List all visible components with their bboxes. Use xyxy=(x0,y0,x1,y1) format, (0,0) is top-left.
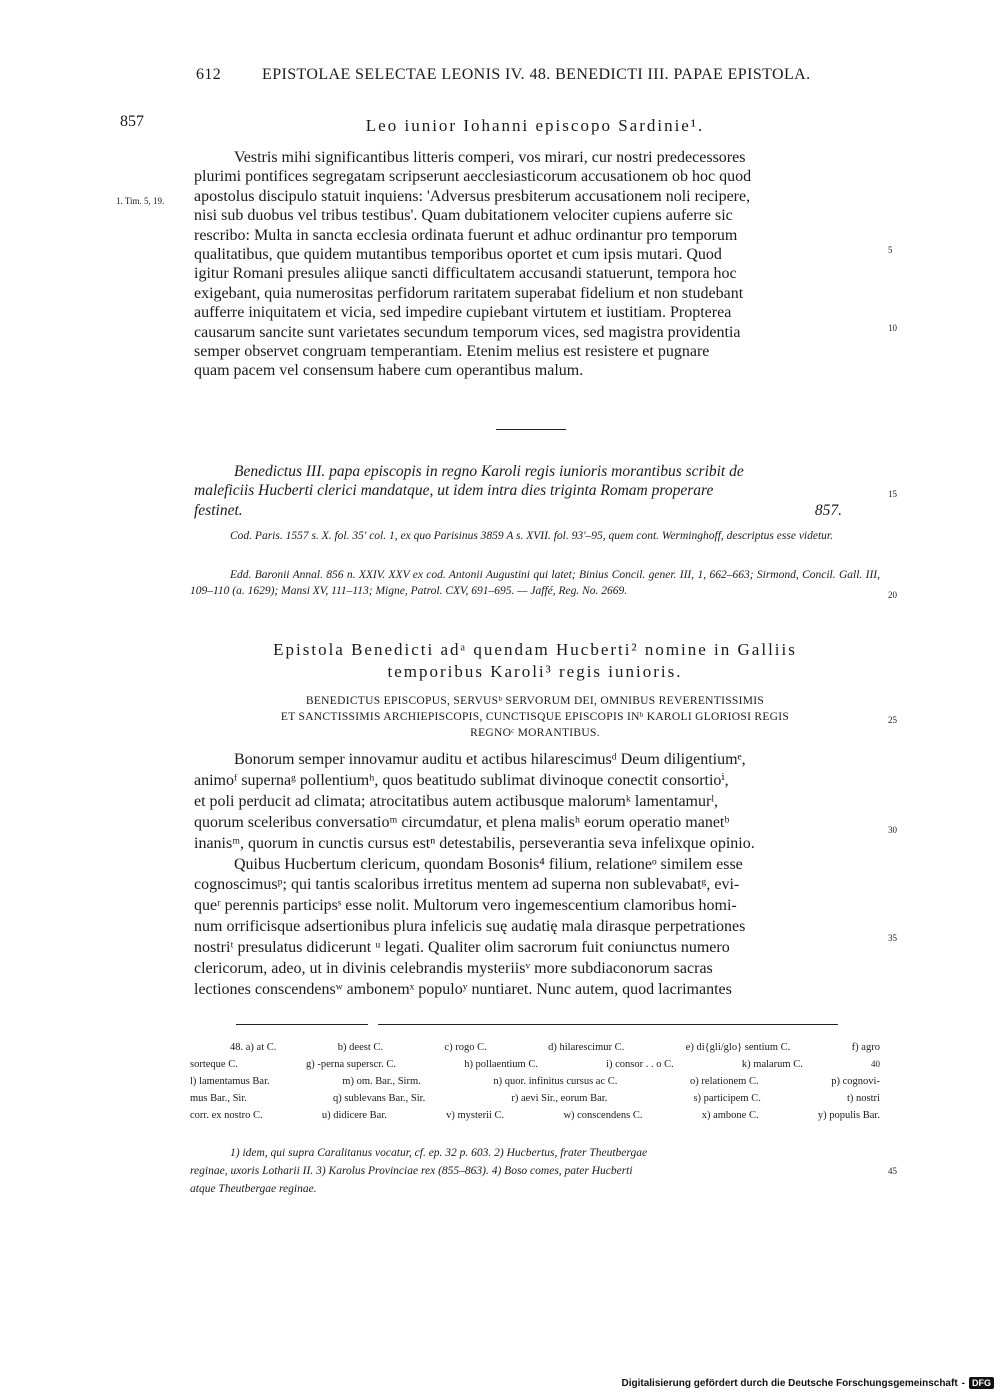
apparatus-entry: k) malarum C. xyxy=(741,1059,803,1070)
apparatus-entry: y) populis Bar. xyxy=(817,1110,880,1121)
page-number: 612 xyxy=(196,66,222,83)
line-number: 45 xyxy=(888,1166,897,1176)
letter1-line: igitur Romani presules aliique sancti difficultatem accusandi statuerunt, tempora hoc xyxy=(194,265,737,283)
address-line: ET SANCTISSIMIS ARCHIEPISCOPIS, CUNCTISQUE EPISCOPIS INᵇ KAROLI GLORIOSI REGIS xyxy=(280,711,790,723)
letter1-line: quam pacem vel consensum habere cum operantibus malum. xyxy=(194,362,584,380)
line-number: 20 xyxy=(888,590,897,600)
letter2-line: quorum sceleribus conversatioᵐ circumdatur, et plena malisʰ eorum operatio manetᵇ xyxy=(194,813,730,831)
apparatus-entry: p) cognovi- xyxy=(831,1076,880,1087)
editions-note: Edd. Baronii Annal. 856 n. XXIV. XXV ex cod. Antonii Augustini qui latet; Binius Concil. gener. III, 1, 662–663; Sirmond, Concil. Gall. III, 109–110 (a. 1629); Mansi XV, 111–113; Migne, Patrol. CXV, 691–695. — Jaffé, Reg. No. 2669. xyxy=(190,569,880,597)
apparatus-entry: u) didicere Bar. xyxy=(321,1110,387,1121)
line-number: 25 xyxy=(888,715,897,725)
line-number: 15 xyxy=(888,489,897,499)
letter2-line: inanisᵐ, quorum in cunctis cursus estⁿ detestabilis, perseverantia seva infelixque opinio. xyxy=(194,834,755,852)
apparatus-rule xyxy=(378,1024,838,1025)
regest-line: Benedictus III. papa episcopis in regno Karoli regis iunioris morantibus scribit de xyxy=(234,463,744,480)
apparatus-entry: f) agro xyxy=(851,1042,880,1053)
letter2-line: animoᶠ supernaᵍ pollentiumʰ, quos beatitudo sublimat divinoque conectit consortioⁱ, xyxy=(194,771,729,789)
letter2-line: et poli perducit ad climata; atrocitatibus autem actibusque malorumᵏ lamentamurˡ, xyxy=(194,792,718,810)
letter1-body xyxy=(194,148,882,381)
letter2-title-line1: Epistola Benedicti adᵃ quendam Hucberti² nomine in Galliis xyxy=(273,640,797,659)
apparatus-entry: s) participem C. xyxy=(693,1093,761,1104)
section-divider xyxy=(496,429,566,430)
apparatus-entry: sorteque C. xyxy=(190,1059,238,1070)
apparatus-entry: t) nostri xyxy=(846,1093,880,1104)
letter1-line: qualitatibus, que quidem mutantibus temporibus oportet et cum ipsis mutari. Quod xyxy=(194,246,722,264)
apparatus-entry: r) aevi Sir., eorum Bar. xyxy=(511,1093,608,1104)
apparatus-entry: mus Bar., Sir. xyxy=(190,1093,247,1104)
critical-apparatus xyxy=(190,1039,880,1124)
apparatus-entry: corr. ex nostro C. xyxy=(190,1110,263,1121)
apparatus-entry: g) -perna superscr. C. xyxy=(305,1059,397,1070)
running-title: EPISTOLAE SELECTAE LEONIS IV. 48. BENEDICTI III. PAPAE EPISTOLA. xyxy=(262,66,811,83)
running-header xyxy=(196,66,896,84)
letter1-line: nisi sub duobus vel tribus testibus'. Quam dubitationem velociter cupiens auferre sic xyxy=(194,207,733,225)
letter1-line: plurimi pontifices segregatam scripserunt aecclesiasticorum accusationem ob hoc quod xyxy=(194,168,752,186)
apparatus-entry: l) lamentamus Bar. xyxy=(190,1076,270,1087)
line-number: 30 xyxy=(888,825,897,835)
dfg-logo-icon: DFG xyxy=(969,1377,994,1389)
line-number: 35 xyxy=(888,933,897,943)
apparatus-entry: i) consor . . o C. xyxy=(606,1059,674,1070)
line-number: 5 xyxy=(888,245,893,255)
letter2-line: cognoscimusᵖ; qui tantis scaloribus irretitus mentem ad superna non sublevabatᵍ, evi- xyxy=(194,876,740,894)
credit-text: Digitalisierung gefördert durch die Deutsche Forschungsgemeinschaft xyxy=(621,1377,958,1389)
regest xyxy=(194,462,882,520)
letter2-line: Quibus Hucbertum clericum, quondam Bosonis⁴ filium, relationeᵒ similem esse xyxy=(234,855,743,873)
apparatus-row xyxy=(190,1107,880,1124)
line-number: 10 xyxy=(888,323,897,333)
historical-notes xyxy=(190,1144,880,1198)
regest-line: maleficiis Hucberti clerici mandatque, ut idem intra dies triginta Romam properare xyxy=(194,482,714,500)
digitization-credit: Digitalisierung gefördert durch die Deutsche Forschungsgemeinschaft - DFG xyxy=(621,1377,994,1389)
line-number: 40 xyxy=(870,1059,880,1069)
apparatus-entry: x) ambone C. xyxy=(701,1110,759,1121)
letter1-line: aufferre iniquitatem et vicia, sed impedire cupiebant virtutem et iustitiam. Propterea xyxy=(194,304,732,322)
apparatus-entry: o) relationem C. xyxy=(690,1076,759,1087)
address-line: BENEDICTUS EPISCOPUS, SERVUSᵇ SERVORUM DEI, OMNIBUS REVERENTISSIMIS xyxy=(305,695,765,707)
apparatus-entry: q) sublevans Bar., Sir. xyxy=(333,1093,426,1104)
letter2-line: nostriᵗ presulatus didicerunt ᵘ legati. Qualiter olim sacrorum fuit coniunctus numero xyxy=(194,939,730,957)
note-line: atque Theutbergae reginae. xyxy=(190,1183,317,1195)
letter2-line: clericorum, adeo, ut in divinis celebrandis mysteriisᵛ more subdiaconorum sacras xyxy=(194,960,713,978)
apparatus-entry: e) di{gli/glo} sentium C. xyxy=(685,1042,791,1053)
address-line: REGNOᶜ MORANTIBUS. xyxy=(470,727,600,739)
apparatus-entry: c) rogo C. xyxy=(444,1042,487,1053)
letter1-year: 857 xyxy=(120,113,144,130)
letter1-line: rescribo: Multa in sancta ecclesia ordinata fuerunt et adhuc ordinantur pro temporum xyxy=(194,226,738,244)
letter2-line: lectiones conscendensʷ ambonemˣ populoʸ nuntiaret. Nunc autem, quod lacrimantes xyxy=(194,980,732,998)
letter2-line: Bonorum semper innovamur auditu et actibus hilarescimusᵈ Deum diligentiumᵉ, xyxy=(234,751,746,768)
margin-reference: 1. Tim. 5, 19. xyxy=(116,196,165,206)
letter2-line: queʳ perennis participsˢ esse nolit. Multorum vero ingemescentium clamoribus homi- xyxy=(194,897,737,915)
apparatus-row xyxy=(190,1073,880,1090)
apparatus-entry: m) om. Bar., Sirm. xyxy=(342,1076,421,1087)
apparatus-row xyxy=(190,1056,880,1073)
apparatus-row xyxy=(190,1090,880,1107)
apparatus-entry: n) quor. infinitus cursus ac C. xyxy=(493,1076,618,1087)
regest-year: 857. xyxy=(814,501,842,519)
letter2-title-line2: temporibus Karoli³ regis iunioris. xyxy=(387,662,683,681)
regest-last-line xyxy=(194,501,882,520)
apparatus-entry: h) pollaentium C. xyxy=(464,1059,538,1070)
apparatus-row xyxy=(190,1039,880,1056)
apparatus-entry: w) conscendens C. xyxy=(563,1110,643,1121)
apparatus-rule xyxy=(236,1024,368,1025)
regest-line: festinet. xyxy=(194,501,243,519)
note-line: reginae, uxoris Lotharii II. 3) Karolus Provinciae rex (855–863). 4) Boso comes, pater Hucberti xyxy=(190,1165,633,1177)
letter1-line: apostolus discipulo statuit inquiens: 'Adversus presbiterum accusationem noli recipere, xyxy=(194,187,751,205)
letter2-body xyxy=(194,750,882,1001)
letter1-line: causarum sancite sunt varietates secundum temporum vices, sed magistra providentia xyxy=(194,323,741,341)
codex-note: Cod. Paris. 1557 s. X. fol. 35' col. 1, ex quo Parisinus 3859 A s. XVII. fol. 93'–95, quem cont. Werminghoff, descriptus esse videtur. xyxy=(230,530,833,542)
apparatus-entry: d) hilarescimur C. xyxy=(548,1042,625,1053)
letter1-line: exigebant, quia numerositas perfidorum raritatem superabat fidelium et non studebant xyxy=(194,284,744,302)
apparatus-entry: b) deest C. xyxy=(337,1042,383,1053)
letter2-line: num orrificisque adsertionibus plura infelicis suę audatię mala dirasque perpetrationes xyxy=(194,918,746,936)
letter1-line: semper observet congruam temperantiam. Etenim melius est resistere et pugnare xyxy=(194,343,710,361)
apparatus-entry: 48. a) at C. xyxy=(230,1042,277,1053)
letter1-title: Leo iunior Iohanni episcopo Sardinie¹. xyxy=(365,116,705,135)
letter2-address xyxy=(190,693,880,741)
letter1-line: Vestris mihi significantibus litteris comperi, vos mirari, cur nostri predecessores xyxy=(234,149,746,166)
apparatus-entry: v) mysterii C. xyxy=(446,1110,505,1121)
note-line: 1) idem, qui supra Caralitanus vocatur, cf. ep. 32 p. 603. 2) Hucbertus, frater Theutbergae xyxy=(230,1147,648,1159)
